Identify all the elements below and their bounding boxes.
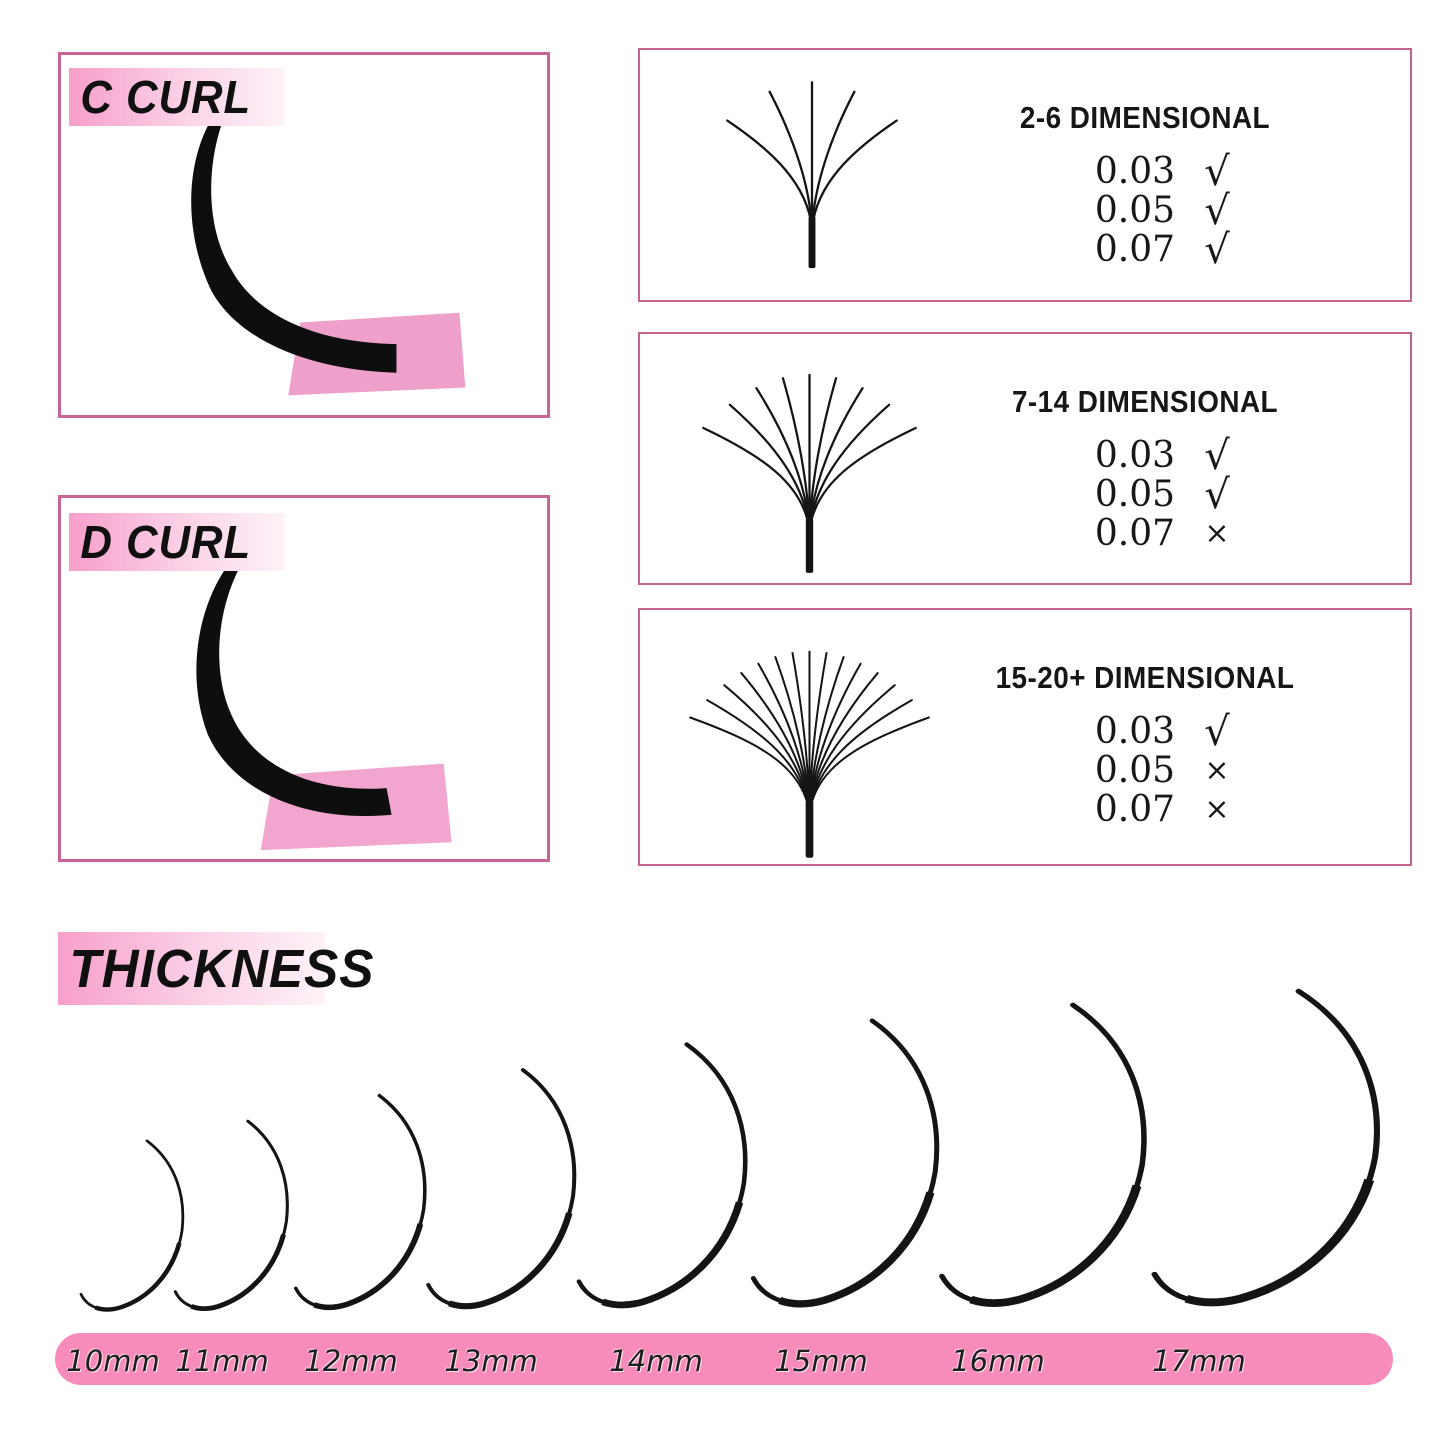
length-curve-16mm — [936, 1000, 1174, 1318]
length-curve-11mm — [172, 1118, 304, 1318]
compatibility-row — [1060, 708, 1259, 755]
thickness-heading: THICKNESS — [58, 932, 325, 1005]
compatibility-rows — [1060, 148, 1259, 273]
compatibility-mark-icon: √ — [1204, 471, 1230, 518]
lash-thickness-value: 0.03 — [1094, 151, 1175, 192]
length-curve-14mm — [574, 1040, 770, 1318]
dimensional-title: 7-14 DIMENSIONAL — [1011, 384, 1279, 419]
length-label: 12mm — [304, 1344, 398, 1378]
lash-thickness-value: 0.05 — [1094, 750, 1175, 791]
dimensional-title: 2-6 DIMENSIONAL — [1019, 100, 1271, 135]
compatibility-row — [1060, 751, 1259, 790]
length-label: 17mm — [1152, 1344, 1246, 1378]
lash-thickness-value: 0.03 — [1094, 435, 1175, 476]
lash-thickness-value: 0.05 — [1094, 474, 1175, 515]
dimensional-title: 15-20+ DIMENSIONAL — [995, 660, 1295, 695]
lash-fan-illustration — [687, 352, 932, 577]
compatibility-mark-icon: × — [1204, 515, 1230, 551]
length-label: 13mm — [444, 1344, 538, 1378]
compatibility-mark-icon: √ — [1204, 187, 1230, 234]
compatibility-rows — [1060, 708, 1259, 830]
lash-fan-illustration — [682, 632, 937, 862]
lash-thickness-value: 0.05 — [1094, 190, 1175, 231]
dimensional-panel-2-6 — [638, 48, 1412, 302]
length-curve-13mm — [424, 1066, 596, 1318]
compatibility-mark-icon: × — [1204, 791, 1230, 827]
length-label: 15mm — [774, 1344, 868, 1378]
length-label: 14mm — [609, 1344, 703, 1378]
compatibility-row — [1060, 148, 1259, 195]
compatibility-row — [1060, 514, 1259, 553]
lash-thickness-value: 0.07 — [1094, 513, 1175, 554]
length-label: 10mm — [66, 1344, 160, 1378]
compatibility-row — [1060, 471, 1259, 518]
length-label: 16mm — [951, 1344, 1045, 1378]
c-curl-label: C CURL — [69, 68, 285, 126]
compatibility-mark-icon: √ — [1204, 226, 1230, 273]
compatibility-row — [1060, 187, 1259, 234]
c-curl-panel — [58, 52, 550, 418]
compatibility-rows — [1060, 432, 1259, 554]
d-curl-panel — [58, 495, 550, 862]
lash-fan-illustration — [697, 67, 927, 272]
length-curve-15mm — [748, 1016, 964, 1318]
lash-thickness-value: 0.07 — [1094, 229, 1175, 270]
compatibility-row — [1060, 432, 1259, 479]
compatibility-mark-icon: × — [1204, 752, 1230, 788]
length-label: 11mm — [175, 1344, 269, 1378]
length-curve-17mm — [1148, 986, 1410, 1318]
compatibility-mark-icon: √ — [1204, 432, 1230, 479]
dimensional-panel-7-14 — [638, 332, 1412, 585]
length-curve-12mm — [292, 1092, 444, 1318]
compatibility-row — [1060, 790, 1259, 829]
compatibility-mark-icon: √ — [1204, 148, 1230, 195]
d-curl-label: D CURL — [69, 513, 285, 571]
compatibility-row — [1060, 226, 1259, 273]
dimensional-panel-15-20 — [638, 608, 1412, 866]
lash-thickness-value: 0.03 — [1094, 711, 1175, 752]
compatibility-mark-icon: √ — [1204, 708, 1230, 755]
lash-thickness-value: 0.07 — [1094, 789, 1175, 830]
